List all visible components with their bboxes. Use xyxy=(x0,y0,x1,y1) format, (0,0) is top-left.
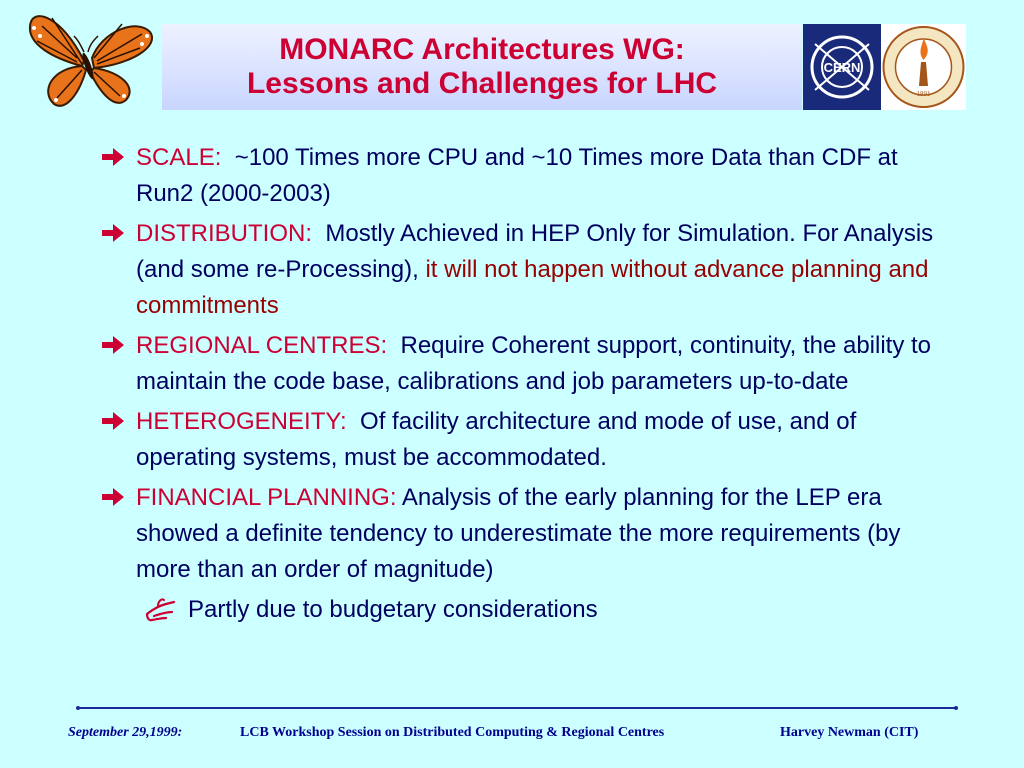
bullet-heading: SCALE: xyxy=(136,144,222,171)
list-item xyxy=(100,404,940,476)
sub-list-item xyxy=(100,592,940,628)
title-banner xyxy=(162,24,802,110)
footer-date: September 29,1999: xyxy=(68,725,183,740)
bullet-text: Of facility architecture and mode of use, and of operating systems, must be accommodated. xyxy=(136,408,857,471)
list-item xyxy=(100,216,940,324)
cern-logo-label: CERN xyxy=(823,60,861,75)
right-arrow-icon xyxy=(100,216,132,252)
bullet-emphasis: it will not happen without advance planning and commitments xyxy=(136,256,929,319)
right-arrow-icon xyxy=(100,404,132,440)
footer-author: Harvey Newman (CIT) xyxy=(780,725,919,740)
list-item xyxy=(100,480,940,588)
cern-logo-icon xyxy=(803,24,881,110)
slide-title-line-1: MONARC Architectures WG: xyxy=(279,33,685,66)
bullet-text: Require Coherent support, continuity, the ability to maintain the code base, calibrations and job parameters up-to-date xyxy=(136,332,932,395)
bullet-heading: REGIONAL CENTRES: xyxy=(136,332,388,359)
caltech-seal-year: 1891 xyxy=(916,90,931,98)
sub-bullet-text: Partly due to budgetary considerations xyxy=(188,596,598,623)
bullet-heading: DISTRIBUTION: xyxy=(136,220,313,247)
footer-event: LCB Workshop Session on Distributed Computing & Regional Centres xyxy=(240,725,665,740)
bullet-text: Mostly Achieved in HEP Only for Simulation. For Analysis (and some re-Processing), xyxy=(136,220,934,283)
right-arrow-icon xyxy=(100,328,132,364)
slide-title-line-2: Lessons and Challenges for LHC xyxy=(246,67,718,100)
caltech-seal-icon xyxy=(881,24,966,110)
butterfly-icon xyxy=(22,6,157,111)
list-item xyxy=(100,328,940,400)
right-arrow-icon xyxy=(100,140,132,176)
bullet-heading: HETEROGENEITY: xyxy=(136,408,347,435)
bullet-text: ~100 Times more CPU and ~10 Times more Data than CDF at Run2 (2000-2003) xyxy=(136,144,898,207)
bullet-heading: FINANCIAL PLANNING: xyxy=(136,484,397,511)
bullet-text: Analysis of the early planning for the LEP era showed a definite tendency to underestimate the more requirements (by more than an order of magnitude) xyxy=(136,484,901,583)
footer-divider xyxy=(75,706,959,710)
list-item xyxy=(100,140,940,212)
right-arrow-icon xyxy=(100,480,132,516)
bullet-list xyxy=(100,140,940,628)
pointing-hand-icon xyxy=(144,594,178,624)
logo-panel xyxy=(803,24,966,110)
